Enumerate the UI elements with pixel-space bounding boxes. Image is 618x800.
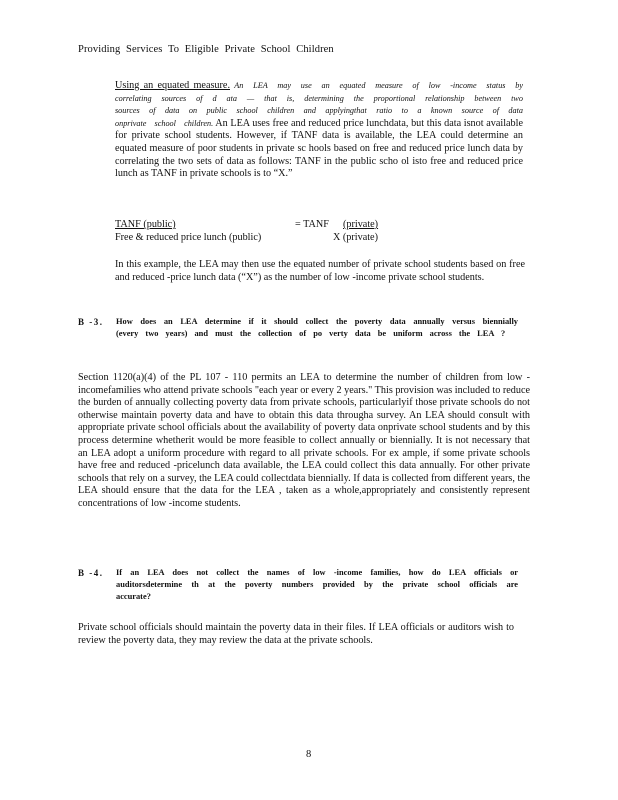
page-header: Providing Services To Eligible Private School Children: [78, 44, 334, 55]
formula-denominator-left: Free & reduced price lunch (public): [115, 232, 262, 243]
formula-numerator-right: (private): [343, 219, 379, 230]
question-b3-text: How does an LEA determine if it should collect the poverty data annually versus biennially (every two years) and must the collection of po verty data be uniform across the LEA ?: [116, 317, 518, 338]
formula-numerator-left: TANF (public): [115, 219, 176, 230]
question-b3: [78, 316, 518, 356]
ratio-formula: [115, 218, 535, 244]
equated-measure-heading: Using an equated measure.: [115, 80, 230, 91]
question-b4-text: If an LEA does not collect the names of low -income families, how do LEA officials or auditorsdetermine th at the poverty numbers provided by the private school officials are accurate?: [116, 568, 518, 601]
formula-denominator-right: X (private): [333, 232, 378, 243]
question-b4: [78, 567, 518, 607]
equated-measure-definition: An LEA may use an equated measure of low -income status by correlating sources of d ata — that is, determining the proportional relationship between two sources of data on public school children and applyingthat ratio to a known source of data onprivate school children.: [115, 81, 523, 128]
equated-measure-paragraph: [115, 80, 523, 181]
formula-equals: = TANF: [295, 219, 329, 230]
question-b3-number: B -3.: [78, 317, 104, 327]
example-paragraph: In this example, the LEA may then use the equated number of private school students based on free and reduced -price lunch data (“X”) as the number of low -income private school students.: [115, 259, 525, 283]
page-number: 8: [306, 749, 312, 760]
question-b4-number: B -4.: [78, 568, 104, 578]
equated-measure-text: An LEA uses free and reduced price lunchdata, but this data isnot available for private school students. However, if TANF data is available, the LEA could determine an equated measure of poor students in private sc hools based on free and reduced price lunch data by correlating the two sets of data as follows: TANF in the public scho ol isto free and reduced price lunch as TANF in private schools is to “X.”: [115, 117, 523, 180]
answer-b3-paragraph: Section 1120(a)(4) of the PL 107 - 110 permits an LEA to determine the number of children from low -incomefamilies who attend private schools "each year or every 2 years." This provision was included to reduce the burden of annually collecting poverty data from private schools, particularlyif those private schools do not otherwise maintain poverty data and have to obtain this data througha survey. An LEA should consult with appropriate private school officials about the availability of poverty data onprivate school students and by this process determine whetherit would be more feasible to collect annually or biennially. It is not necessary that an LEA adopt a uniform procedure with regard to all private schools. For ex ample, if some private schools have free and reduced -pricelunch data available, the LEA could collect this data annually. For other private schools that rely on a survey, the LEA could collectdata biennially. If data is collected from different years, the LEA should ensure that the data for the LEA , taken as a whole,appropriately and consistently represent concentrations of low -income students.: [78, 372, 530, 509]
answer-b4-paragraph: Private school officials should maintain the poverty data in their files. If LEA officials or auditors wish to review the poverty data, they may review the data at the private schools.: [78, 622, 514, 646]
